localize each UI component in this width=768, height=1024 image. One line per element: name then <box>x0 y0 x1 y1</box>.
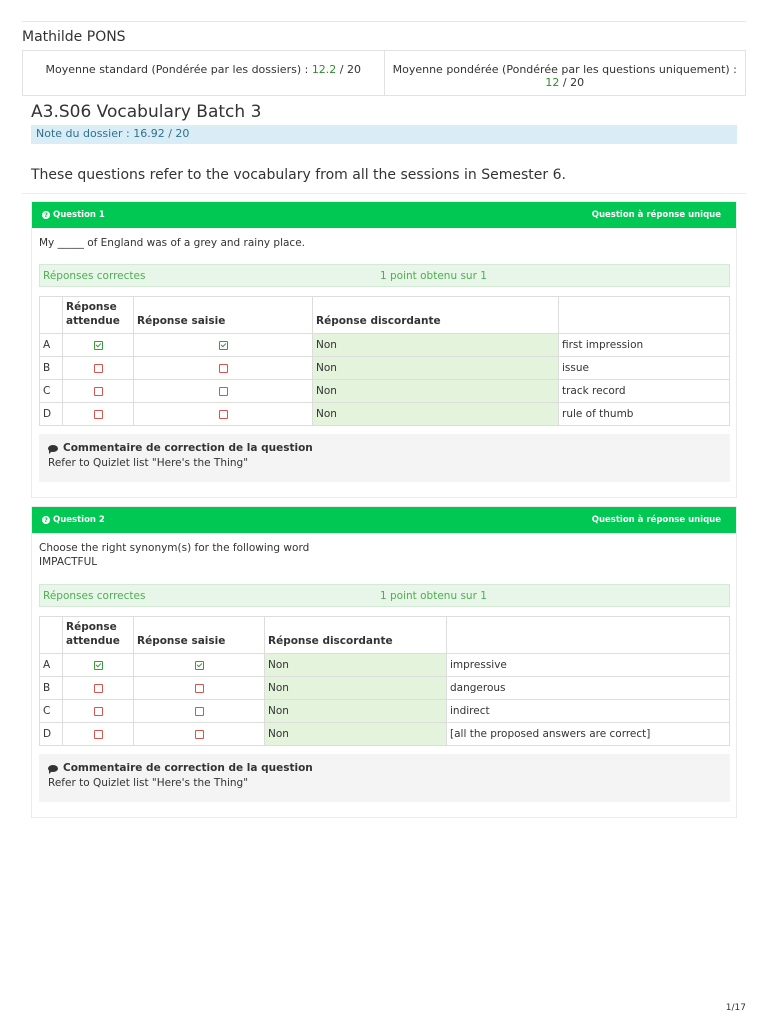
question-text-line: My _____ of England was of a grey and rainy place. <box>39 237 305 249</box>
row-letter: C <box>40 700 63 723</box>
standard-average-suffix: / 20 <box>336 63 362 76</box>
answer-text: rule of thumb <box>559 403 730 426</box>
entered-cell <box>134 334 313 357</box>
expected-header: Réponse attendue <box>63 297 134 334</box>
question-panel-2 <box>31 506 737 818</box>
unchecked-checkbox-icon <box>195 707 204 716</box>
comment-title: Commentaire de correction de la question <box>63 762 313 774</box>
row-letter: A <box>40 654 63 677</box>
entered-cell <box>134 654 265 677</box>
answers-table-header <box>40 297 730 334</box>
expected-cell <box>63 403 134 426</box>
weighted-average-value: 12 <box>545 76 560 89</box>
discordant-header: Réponse discordante <box>265 617 447 654</box>
table-row <box>40 403 730 426</box>
dossier-intro: These questions refer to the vocabulary from all the sessions in Semester 6. <box>31 167 566 183</box>
question-type: Question à réponse unique <box>591 210 721 220</box>
weighted-average <box>384 51 746 95</box>
checked-checkbox-icon <box>94 341 103 350</box>
comment-title-row <box>48 762 721 774</box>
checked-checkbox-icon <box>219 341 228 350</box>
entered-cell <box>134 380 313 403</box>
discordant-cell: Non <box>265 677 447 700</box>
row-letter: C <box>40 380 63 403</box>
unchecked-checkbox-icon <box>195 730 204 739</box>
entered-header: Réponse saisie <box>134 617 265 654</box>
table-row <box>40 357 730 380</box>
letter-header <box>40 617 63 654</box>
answers-table <box>39 616 730 746</box>
unchecked-checkbox-icon <box>94 730 103 739</box>
discordant-header: Réponse discordante <box>313 297 559 334</box>
question-header <box>32 202 736 228</box>
table-row <box>40 723 730 746</box>
table-row <box>40 677 730 700</box>
dossier-title: A3.S06 Vocabulary Batch 3 <box>31 102 262 122</box>
correction-comment <box>39 434 730 482</box>
answer-text: issue <box>559 357 730 380</box>
question-header-left <box>42 515 105 525</box>
comment-body: Refer to Quizlet list "Here's the Thing" <box>48 457 249 469</box>
question-text <box>32 228 736 250</box>
standard-average <box>23 51 384 95</box>
unchecked-checkbox-icon <box>94 387 103 396</box>
table-row <box>40 700 730 723</box>
result-bar <box>39 264 730 287</box>
standard-average-value: 12.2 <box>311 63 337 76</box>
unchecked-checkbox-icon <box>219 410 228 419</box>
expected-cell <box>63 677 134 700</box>
averages-box <box>22 50 746 96</box>
checked-checkbox-icon <box>94 661 103 670</box>
entered-cell <box>134 700 265 723</box>
correction-comment <box>39 754 730 802</box>
result-points: 1 point obtenu sur 1 <box>380 589 487 602</box>
weighted-average-label: Moyenne pondérée (Pondérée par les questions uniquement) : <box>392 63 737 76</box>
answers-table-header <box>40 617 730 654</box>
result-points: 1 point obtenu sur 1 <box>380 269 487 282</box>
row-letter: B <box>40 357 63 380</box>
answer-text: indirect <box>447 700 730 723</box>
question-header <box>32 507 736 533</box>
table-row <box>40 654 730 677</box>
question-text-line: Choose the right synonym(s) for the following word <box>39 542 310 554</box>
result-label: Réponses correctes <box>43 269 146 282</box>
discordant-cell: Non <box>313 380 559 403</box>
expected-cell <box>63 357 134 380</box>
row-letter: D <box>40 723 63 746</box>
dossier-note: Note du dossier : 16.92 / 20 <box>31 125 737 144</box>
row-letter: D <box>40 403 63 426</box>
unchecked-checkbox-icon <box>94 707 103 716</box>
answer-header <box>447 617 730 654</box>
unchecked-checkbox-icon <box>219 387 228 396</box>
unchecked-checkbox-icon <box>94 364 103 373</box>
expected-header: Réponse attendue <box>63 617 134 654</box>
table-row <box>40 334 730 357</box>
answers-table <box>39 296 730 426</box>
question-type: Question à réponse unique <box>591 515 721 525</box>
top-divider <box>22 21 746 22</box>
answer-text: first impression <box>559 334 730 357</box>
table-row <box>40 380 730 403</box>
answer-header <box>559 297 730 334</box>
expected-cell <box>63 380 134 403</box>
entered-header: Réponse saisie <box>134 297 313 334</box>
letter-header <box>40 297 63 334</box>
standard-average-label: Moyenne standard (Pondérée par les dossiers) : <box>45 63 312 76</box>
page-number: 1/17 <box>725 1003 746 1013</box>
student-name: Mathilde PONS <box>22 29 126 45</box>
answer-text: track record <box>559 380 730 403</box>
comment-title: Commentaire de correction de la question <box>63 442 313 454</box>
question-text-line: IMPACTFUL <box>39 556 98 568</box>
question-text <box>32 533 736 569</box>
unchecked-checkbox-icon <box>195 684 204 693</box>
unchecked-checkbox-icon <box>94 684 103 693</box>
intro-divider <box>22 193 746 194</box>
entered-cell <box>134 677 265 700</box>
discordant-cell: Non <box>265 654 447 677</box>
comment-title-row <box>48 442 721 454</box>
row-letter: A <box>40 334 63 357</box>
answer-text: [all the proposed answers are correct] <box>447 723 730 746</box>
discordant-cell: Non <box>265 700 447 723</box>
unchecked-checkbox-icon <box>94 410 103 419</box>
question-label: Question 1 <box>53 210 105 220</box>
expected-cell <box>63 723 134 746</box>
question-header-left <box>42 210 105 220</box>
comment-body: Refer to Quizlet list "Here's the Thing" <box>48 777 249 789</box>
comment-icon <box>48 445 58 452</box>
expected-cell <box>63 334 134 357</box>
question-circle-icon: ? <box>42 516 50 524</box>
answer-text: impressive <box>447 654 730 677</box>
entered-cell <box>134 723 265 746</box>
comment-icon <box>48 765 58 772</box>
question-panel-1 <box>31 201 737 498</box>
entered-cell <box>134 403 313 426</box>
question-circle-icon: ? <box>42 211 50 219</box>
expected-cell <box>63 700 134 723</box>
discordant-cell: Non <box>313 357 559 380</box>
question-label: Question 2 <box>53 515 105 525</box>
checked-checkbox-icon <box>195 661 204 670</box>
expected-cell <box>63 654 134 677</box>
discordant-cell: Non <box>313 334 559 357</box>
discordant-cell: Non <box>265 723 447 746</box>
unchecked-checkbox-icon <box>219 364 228 373</box>
discordant-cell: Non <box>313 403 559 426</box>
result-bar <box>39 584 730 607</box>
answer-text: dangerous <box>447 677 730 700</box>
entered-cell <box>134 357 313 380</box>
weighted-average-suffix: / 20 <box>559 76 585 89</box>
row-letter: B <box>40 677 63 700</box>
result-label: Réponses correctes <box>43 589 146 602</box>
